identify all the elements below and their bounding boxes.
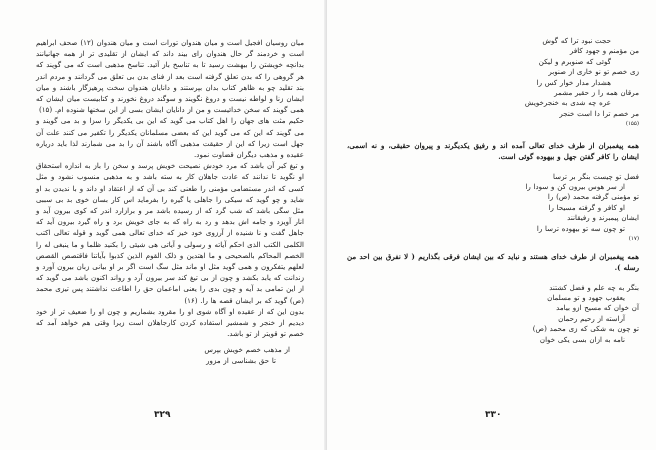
right-verse-2-4: او کافر و گرفته مسیحا را	[548, 202, 625, 212]
left-page-body	[36, 37, 304, 366]
right-verse-2-2: از سر هوس بیرون کن و سودا را	[525, 182, 625, 192]
left-paragraph-3: و تیغ کبر آن باشد که مرد خودش نصیحت خویش پرسد و سخن را باز به اندازه استحقاق او نگوید تا ندانند که عادت جاهلان کار به سته باشد و به مذهبی منسوب نشود و مثل کسی که اندر مستضامی مؤمنی را طعنی کند بی آن که از اعتقاد او داند و با ندیدن بد او شاید و چو گوید که سیکی را جاهلی یا گیره را بفرماید اس کار بسان خوی بد بی سببی مثل سگی باشد که شب گرد که از رسیده باشد مر و برازارد اندر که کوی بیرون آید و انار آویزد و جامه اش بدهد و رد به راه که به جای خویش برد و راه گیرد بیرون آید که جاهل گفت و نا شنیده از آرزوی خود خیز که خدای تعالی همی گوید و قوله تعالی اکتب الکلمی الکتب الذی احکم آیاته و رسولی و آیاتی هی شیئی را بکنید ظلما و ما ینبغی له را الخصم المحاکم بالصحیحی و ما اهتدین و ذلک القوم الذین کذبوا بآیاتنا فاقتصص القصص لعلهم یتفکرون و همی گوید مثل او ماند مثل سگ است اگر بر او بیانی زبان بیرون آورد و زندانت که یابد بکشد و چون از بی تیغ کند سر بیرون آرد و رواند اکنون باشد می گوید که از این تمامی بد آیه و چون بدی را یعنی اماعمان حق را اطاعت نداشتند پس تیزی محمد (ص) گوید که بر ایشان قصه ها را. (۱۶)	[36, 161, 304, 305]
right-verse-2-5: ایشان پیمبرند و رفیقانند	[567, 213, 639, 223]
page-number-right: ۳۳۰	[485, 410, 502, 420]
right-verse-2-3: تو مؤمنی گرفته محمد (ص) را	[547, 192, 639, 202]
right-verse-3-3: آن خوان که مسیح ازو بیامد	[556, 303, 639, 313]
right-verse-3-2: یعقوب جهود و تو مسلمان	[547, 292, 625, 302]
left-paragraph-4: بدون این که از عقیده او آگاه شوی او را مقرود بشماریم و چون او را ضعیف تر از خود دیدیم از خنجر و شمشیر استفاده کردن کارجاهلان است زیرا وقتی هم خواهد آمد که خصم تو قویتر از تو باشد.	[36, 306, 304, 339]
right-verse-2-1: فضل تو چیست بنگر بر ترسا	[553, 171, 639, 181]
right-verse-2-6: تو چون سه تو بیهوده ترسا را	[536, 223, 625, 233]
right-paragraph-2: همه پیغمبران از طرف خدای هستند و نباید که بین ایشان فرقی بگذاریم ( لا نفرق بین احد من رسله ).	[347, 251, 639, 272]
left-page	[0, 0, 327, 450]
right-page	[327, 0, 656, 450]
right-verse-1-5: هشدار مدار خوار کس را	[536, 77, 611, 87]
right-verse-3-6: نامه به ازان بسی یکی خوان	[539, 334, 625, 344]
right-verse-1-ref: (۱۵۵)	[625, 121, 639, 128]
left-verse-2: تا حق بشناسی از مزور	[206, 355, 276, 365]
right-verse-1-3: گوئی که صنوبرم و لیکن	[538, 56, 611, 66]
right-verse-1-6: مرقان همه را ز حقیر مشمر	[554, 88, 639, 98]
right-verse-2-ref: (۱۷)	[628, 236, 639, 243]
left-verse-1: از مذهب خصم خویش بپرس	[204, 345, 290, 355]
right-page-body	[347, 36, 639, 345]
right-verse-3-5: تو چون به شکی که زی محمد (ص)	[532, 324, 639, 334]
right-paragraph-1: همه پیغمبران از طرف خدای تعالی آمده اند و رفیق یکدیگرند و پیروان حقیقی، و نه اسمی، ایشان را کافر گفتن جهل و بیهوده گوئی است.	[347, 140, 639, 161]
right-verse-3-4: آراسته از رحیم رحمان	[558, 313, 625, 323]
left-paragraph-1: میان روسیان افجیل است و میان هندوان تورات است و میان هندوان (۱۲) صحف ابراهیم است و خردمند گر حال هندوان رای بیند داند که ایشان از تقلیدی تر از همه جهانیانند بدانچه خویشتن را بیهشت رسید تا به تناسخ باز آئید. تناسخ مذهبی است که می گویند که هر گروهی را که بدن تعلق گرفته است بعد از فنای بدن بی تعلق می گردانند و مردم اندر بند تقلید چو به ظاهر کتاب بدان بپرستند و دانایان هندوان سخت پرهیزگار باشند و میان ایشان زنا و لواطه نیست و دروغ نگویند و سوگند دروغ نخورند و کتابیست میان ایشان که همی گویند که سخن خدائیست و من از دانایان ایشان بسی از این سخنها شنوده ام. (۱۵)	[36, 38, 304, 115]
page-number-left: ۳۲۹	[154, 410, 171, 420]
right-verse-3-1: بنگر به چه علم و فضل کشتند	[549, 282, 639, 292]
right-verse-1-8: مر خصم ترا دا است خنجر	[559, 108, 639, 118]
right-verse-1-1: حجت نبود ترا که گوش	[542, 36, 611, 45]
right-verse-1-2: من مؤمنم و جهود کافر	[569, 46, 639, 56]
left-paragraph-2: حکیم مثت های جهان را اهل کتاب می گوید که این بی یکدیگر را سزا و بد می گویند و می گویند که این که می گوید این که بعضی مسلمانان یکدیگر را تکفیر می کنند علت آن جهل است زیرا که این از حقیقت مذهبی آگاه باشند آن را بد می شمارند لذا باید دریاره عقیده و مذهب دیگران قضاوت نمود.	[36, 116, 304, 160]
right-verse-1-4: زی خصم تو نو خاری از صنوبر	[548, 67, 639, 77]
right-verse-1-7: عره چه شدی به خنجرخویش	[524, 98, 611, 108]
